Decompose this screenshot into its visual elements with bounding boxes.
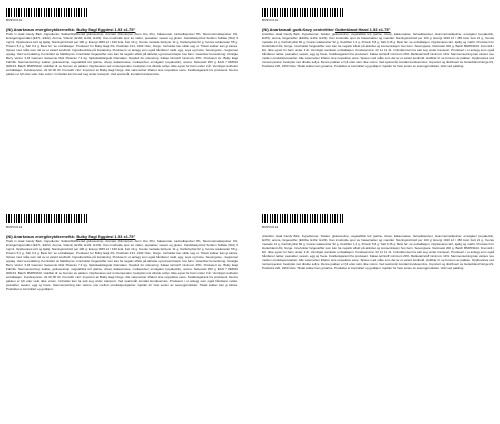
heading-text: (NI) Anarkeaus energikeyktkernefkk: — [6, 234, 77, 239]
label-top-right — [262, 8, 494, 210]
heading-brand: Bulky Eagl Eggdesi 1.53 x1.75" — [76, 27, 136, 32]
heading-text: (NI) Anarkeaus energikeyktkernefkk: — [6, 27, 77, 32]
label-bottom-left — [6, 214, 238, 417]
barcode — [6, 214, 88, 223]
heading-text: (NI) Anarkeaudi godt-Kavy centrelitter — [262, 27, 335, 32]
barcode — [262, 8, 344, 17]
heading-brand: Gutterkland Hand 1.53 x1.75" — [334, 27, 391, 32]
label-bottom-right — [262, 214, 494, 424]
label-body-text: Anterkler. Haal Candy Bark. Ingredienser: Sukker, glukosesirup, vegetabilsk fett (palme, shea), kakaomasse, helmelkspulver, skummetmelkpulver, emulgator (soyalecitin, E476), aroma, fargestoffer (E160a, E162, E133). Kan inneholde spor av hasselnøtter og mandler. Næringsinnhold per 100 g: Energi 1910 kJ / 456 kcal, Fett 21 g, hvorav mettede 12 g, Karbohydrat 60 g, hvorav sukkerarter 52 g, Kostfiber 1,2 g, Protein 5,8 g, Salt 0,15 g. Best før: se emballasjen. Oppbevares tørt, kjølig og mørkt. Produsert for Gutterkland AS, Norge. Inneholder fargestoffer som kan ha negativ effekt på aktivitet og konsentrasjon hos barn. Sesongvare. Nettovekt 200 g. Batch BMP03102. Fremstilt i EU. Ikke egnet for barn under 3 år. Vennligst resirkuler emballasjen. Kundeservice: 22 11 11 11. Innholdet kan ha satt seg under transport. Produsert i et anlegg som også håndterer nøtter, peanøtter, sesam, egg og hvete. Kvalitetsgaranti fra produsent. Kakao tørrstoff minimum 20%. Melketørrstoff minimum 14%. Sammensetning kan variere noe mellom produksjonspartier. Alle varemerker tilhører sine respektive eiere. Spises med måte som del av et variert kosthold. Holdbar til: se bunnen av pakken. Oppbevares ved romtemperatur, beskyttet mot direkte sollys. Denne pakken er fylt etter vekt, ikke volum. Ved spørsmål, kontakt kundeservice. Importert og distribuert av Gutterkland Norge AS, Postboks 220, 0150 Oslo. Tilsatt sukker kan gi karies. Produktet er kontrollert og godkjent. Gjelder for hele serien av sesongprodukter. Vekt ved pakking. — [262, 32, 494, 68]
label-body-text: Prebi in Haal Candy Bark. Ingredients: Sukker/Raffinerad glukosesirup, Aramaic (Dinoterpen Atom Ore 4%), Kakaosmør, Helmelkspulver 8%, Skummetmelkepulver 4%, Emulgeringsmiddel (E471, E322), Aroma, Vitamin (E160, E102, E133). Kan inneholde spor av nøtter, peanøtter, sesam og gluten. Kandidatsymbol Sodium Sulfate (Wxi) 5 mg/ml. Oppbevares tørt og kjølig. Næringsinnhold per 100 g: Energi 1845 kJ / 440 kcal, Fett 19 g, hvorav mettede fettsyrer 11 g, Karbohydrat 62 g, hvorav sukkerarter 55 g, Protein 5,4 g, Salt 0,2 g. Best før: se emballasjen. Produsert for Bulky Eagl AS, Postboks 414, 0102 Oslo, Norge. Innholdet kan skille seg ut. Tilsatt sukker kan gi karies. Spises med måte som del av et variert kosthold. Ingrediensliste på forpakning. Produsert i et anlegg som også håndterer melk, egg, soya og hvete. Sesongvare - begrenset opplag. Vekt ved pakking. Kontrollert av Mattilsynet. Inneholder fargestoffer som kan ha negativ effekt på aktivitet og konsentrasjon hos barn. Geteckter bemerkning: Utvalgte Berry Vector 3.18 Gasmen Geteemie Mutt Pluteran 7.3 kg. Sjokoladefargede bitersaker. Oppdelt for utlevering. Kakao tørrstoff minimum 25%. Produsert av: Bulky Eagl Fabrikk. Sammensetning: sukker, glukosesirup, vegetabilsk fett (palme, shea), kakaomasse, melkepulver, emulgator (soyalecitin), aroma. Nettovekt 250 g. EAN 7 038010 000123. Batch: BMP03102. Holdbar til: se bunnen av pakken. Oppbevares ved romtemperatur, beskyttet mot direkte sollys. Ikke egnet for barn under 3 år. Vennligst resirkuler emballasjen. Kundeservice: 22 00 00 00. Fremstilt i EU. Importert av Bulky Eagl Norge. Alle varemerker tilhører sine respektive eiere. Kvalitetsgaranti fra produsent. Denne pakken er fylt etter vekt, ikke volum. Innholdet kan ha satt seg under transport. Ved spørsmål, kontakt kundeservice. Produsert i et anlegg som også håndterer nøtter, peanøtter, sesam, egg og hvete. Sammensetning kan variere noe mellom produksjonspartier. Gjelder for hele serien av sesongprodukter. Tilsatt sukker kan gi karies. Produktet er kontrollert og godkjent. — [6, 239, 238, 291]
label-body-text: Prebi in Haal Candy Bark. Ingredients: Sukker/Raffinerad glukosesirup, Aramaic (Dinoterpen Atom Ore 4%), Kakaosmør, Helmelkspulver 8%, Skummetmelkepulver 4%, Emulgeringsmiddel (E471, E322), Aroma, Vitamin (E160, E102, E133). Kan inneholde spor av nøtter, peanøtter, sesam og gluten. Kandidatsymbol Sodium Sulfate (Wxi) 5 mg/ml. Oppbevares tørt og kjølig. Næringsinnhold per 100 g: Energi 1845 kJ / 440 kcal, Fett 19 g, hvorav mettede fettsyrer 11 g, Karbohydrat 62 g, hvorav sukkerarter 55 g, Protein 5,4 g, Salt 0,2 g. Best før: se emballasjen. Produsert for Bulky Eagl AS, Postboks 414, 0102 Oslo, Norge. Innholdet kan skille seg ut. Tilsatt sukker kan gi karies. Spises med måte som del av et variert kosthold. Ingrediensliste på forpakning. Produsert i et anlegg som også håndterer melk, egg, soya og hvete. Sesongvare - begrenset opplag. Vekt ved pakking. Kontrollert av Mattilsynet. Inneholder fargestoffer som kan ha negativ effekt på aktivitet og konsentrasjon hos barn. Geteckter bemerkning: Utvalgte Berry Vector 3.18 Gasmen Geteemie Mutt Pluteran 7.3 kg. Sjokoladefargede bitersaker. Oppdelt for utlevering. Kakao tørrstoff minimum 25%. Produsert av: Bulky Eagl Fabrikk. Sammensetning: sukker, glukosesirup, vegetabilsk fett (palme, shea), kakaomasse, melkepulver, emulgator (soyalecitin), aroma. Nettovekt 250 g. EAN 7 038010 000123. Batch: BMP03102. Holdbar til: se bunnen av pakken. Oppbevares ved romtemperatur, beskyttet mot direkte sollys. Ikke egnet for barn under 3 år. Vennligst resirkuler emballasjen. Kundeservice: 22 00 00 00. Fremstilt i EU. Importert av Bulky Eagl Norge. Alle varemerker tilhører sine respektive eiere. Kvalitetsgaranti fra produsent. Denne pakken er fylt etter vekt, ikke volum. Innholdet kan ha satt seg under transport. Ved spørsmål, kontakt kundeservice. — [6, 32, 238, 76]
barcode-number: BMP03102 — [262, 225, 279, 229]
heading-brand: Bulky Eagl Eggdesi 1.53 x1.75" — [76, 234, 136, 239]
barcode — [262, 214, 344, 223]
barcode-number: BMP03102 — [6, 18, 23, 22]
label-body-text: Anterkler. Haal Candy Bark. Ingredienser: Sukker, glukosesirup, vegetabilsk fett (palme, shea), kakaomasse, helmelkspulver, skummetmelkpulver, emulgator (soyalecitin, E476), aroma, fargestoffer (E160a, E162, E133). Kan inneholde spor av hasselnøtter og mandler. Næringsinnhold per 100 g: Energi 1910 kJ / 456 kcal, Fett 21 g, hvorav mettede 12 g, Karbohydrat 60 g, hvorav sukkerarter 52 g, Kostfiber 1,2 g, Protein 5,8 g, Salt 0,15 g. Best før: se emballasjen. Oppbevares tørt, kjølig og mørkt. Produsert for Gutterkland AS, Norge. Inneholder fargestoffer som kan ha negativ effekt på aktivitet og konsentrasjon hos barn. Sesongvare. Nettovekt 200 g. Batch BMP03102. Fremstilt i EU. Ikke egnet for barn under 3 år. Vennligst resirkuler emballasjen. Kundeservice: 22 11 11 11. Innholdet kan ha satt seg under transport. Produsert i et anlegg som også håndterer nøtter, peanøtter, sesam, egg og hvete. Kvalitetsgaranti fra produsent. Kakao tørrstoff minimum 20%. Melketørrstoff minimum 14%. Sammensetning kan variere noe mellom produksjonspartier. Alle varemerker tilhører sine respektive eiere. Spises med måte som del av et variert kosthold. Holdbar til: se bunnen av pakken. Oppbevares ved romtemperatur, beskyttet mot direkte sollys. Denne pakken er fylt etter vekt, ikke volum. Ved spørsmål, kontakt kundeservice. Importert og distribuert av Gutterkland Norge AS, Postboks 220, 0150 Oslo. Tilsatt sukker kan gi karies. Produktet er kontrollert og godkjent. Gjelder for hele serien av sesongprodukter. Vekt ved pakking. — [262, 234, 494, 270]
barcode-number: BMP03102 — [262, 18, 279, 22]
barcode-number: BMP03102 — [6, 225, 23, 229]
label-top-left — [6, 8, 238, 210]
barcode — [6, 8, 88, 17]
